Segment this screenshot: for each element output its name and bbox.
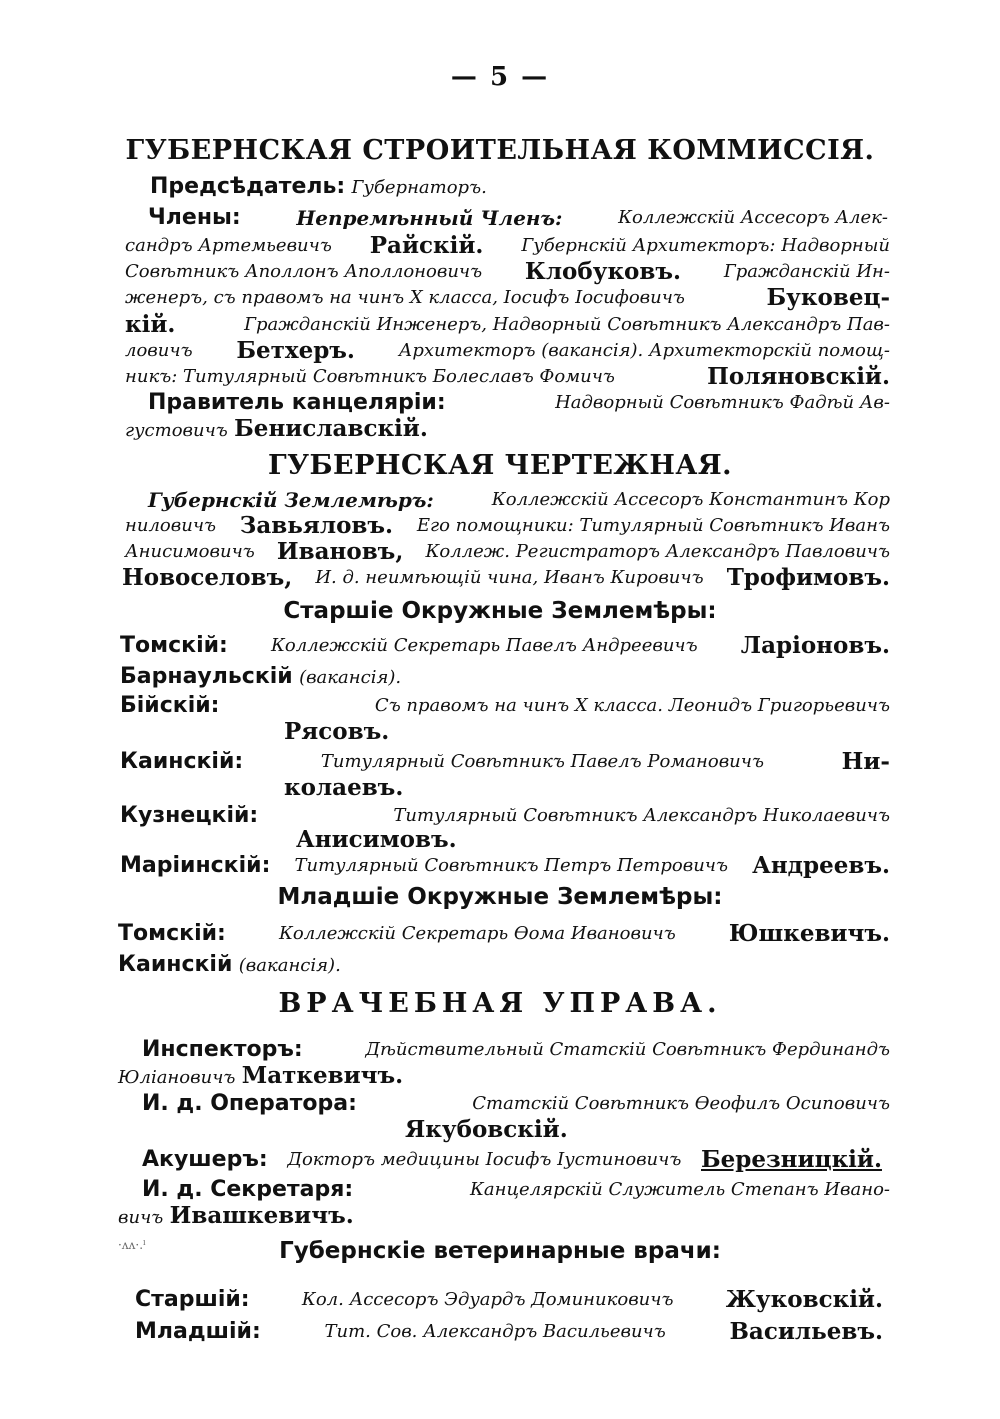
members-line-6: ловичъ Бетхеръ. Архитекторъ (вакансія). Архитекторскій помощ-: [125, 337, 890, 364]
senior-kainsk-name: колаевъ.: [284, 774, 404, 801]
medical-inspector-2: Юліановичъ Маткевичъ.: [118, 1062, 404, 1089]
senior-biysk-name: Рясовъ.: [284, 718, 390, 745]
medical-operator: И. д. Оператора: Статскій Совѣтникъ Ѳеофилъ Осиповичъ: [142, 1091, 890, 1116]
senior-tomsk: Томскій: Коллежскій Секретарь Павелъ Андреевичъ Ларіоновъ.: [120, 632, 890, 659]
medical-operator-name: Якубовскій.: [405, 1116, 568, 1143]
senior-kainsk: Каинскій: Титулярный Совѣтникъ Павелъ Романовичъ Ни-: [120, 748, 890, 775]
drafting-line-3: Анисимовичъ Ивановъ, Коллеж. Регистраторъ Александръ Павловичъ: [125, 538, 890, 565]
senior-biysk: Бійскій: Съ правомъ на чинъ X класса. Леонидъ Григорьевичъ: [120, 693, 890, 718]
medical-board-heading: ВРАЧЕБНАЯ УПРАВА.: [278, 988, 722, 1019]
members-line-1: Члены: Непремѣнный Членъ: Коллежскій Ассесоръ Алек-: [148, 205, 888, 230]
junior-tomsk: Томскій: Коллежскій Секретарь Ѳома Ивановичъ Юшкевичъ.: [118, 920, 890, 947]
members-line-7: никъ: Титулярный Совѣтникъ Болеславъ Фомичъ Поляновскій.: [125, 363, 890, 390]
veterinarians-heading: Губернскіе ветеринарные врачи:: [279, 1238, 721, 1264]
drafting-line-4: Новоселовъ, И. д. неимѣющій чина, Иванъ Кировичъ Трофимовъ.: [122, 564, 890, 591]
members-line-5: кій. Гражданскій Инженеръ, Надворный Совѣтникъ Александръ Пав-: [125, 311, 890, 338]
senior-mariinsk: Маріинскій: Титулярный Совѣтникъ Петръ Петровичъ Андреевъ.: [120, 852, 890, 879]
members-line-2: сандръ Артемьевичъ Райскій. Губернскій Архитекторъ: Надворный: [125, 232, 890, 259]
senior-kuznetsk-name: Анисимовъ.: [296, 826, 457, 853]
medical-secretary-2: вичъ Ивашкевичъ.: [118, 1202, 354, 1229]
members-line-4: женеръ, съ правомъ на чинъ X класса, Іосифъ Іосифовичъ Буковец-: [125, 284, 890, 311]
members-line-3: Совѣтникъ Аполлонъ Аполлоновичъ Клобуковъ. Гражданскій Ин-: [125, 258, 890, 285]
medical-inspector: Инспекторъ: Дѣйствительный Статскій Совѣтникъ Фердинандъ: [142, 1037, 890, 1062]
junior-kainsk: Каинскій (вакансія).: [118, 952, 341, 977]
senior-surveyors-heading: Старшіе Окружные Землемѣры:: [283, 598, 717, 624]
scan-margin-mark: ·ʌʌ·.ˡ: [118, 1238, 146, 1252]
senior-kuznetsk: Кузнецкій: Титулярный Совѣтникъ Александръ Николаевичъ: [120, 803, 890, 828]
senior-barnaul: Барнаульскій (вакансія).: [120, 664, 402, 689]
chairman-line: Предсѣдатель: Губернаторъ.: [150, 174, 487, 199]
vet-senior: Старшій: Кол. Ассесоръ Эдуардъ Доминиковичъ Жуковскій.: [135, 1286, 883, 1313]
drafting-line-2: ниловичъ Завьяловъ. Его помощники: Титулярный Совѣтникъ Иванъ: [125, 512, 890, 539]
office-line-2: густовичъ Бениславскій.: [125, 415, 428, 442]
construction-commission-heading: ГУБЕРНСКАЯ СТРОИТЕЛЬНАЯ КОММИССІЯ.: [125, 135, 875, 166]
medical-secretary: И. д. Секретаря: Канцелярскій Служитель Степанъ Ивано-: [142, 1177, 890, 1202]
vet-junior: Младшій: Тит. Сов. Александръ Васильевичъ Васильевъ.: [135, 1318, 883, 1345]
office-line: Правитель канцеляріи: Надворный Совѣтникъ Фадѣй Ав-: [148, 390, 890, 415]
junior-surveyors-heading: Младшіе Окружные Землемѣры:: [277, 884, 723, 910]
medical-obstetrician: Акушеръ: Докторъ медицины Іосифъ Іустиновичъ Березницкій.: [142, 1146, 882, 1173]
drafting-line-1: Губернскій Землемѣръ: Коллежскій Ассесоръ Константинъ Кор: [148, 488, 890, 512]
page-number: — 5 —: [450, 62, 550, 92]
drafting-office-heading: ГУБЕРНСКАЯ ЧЕРТЕЖНАЯ.: [267, 450, 733, 481]
